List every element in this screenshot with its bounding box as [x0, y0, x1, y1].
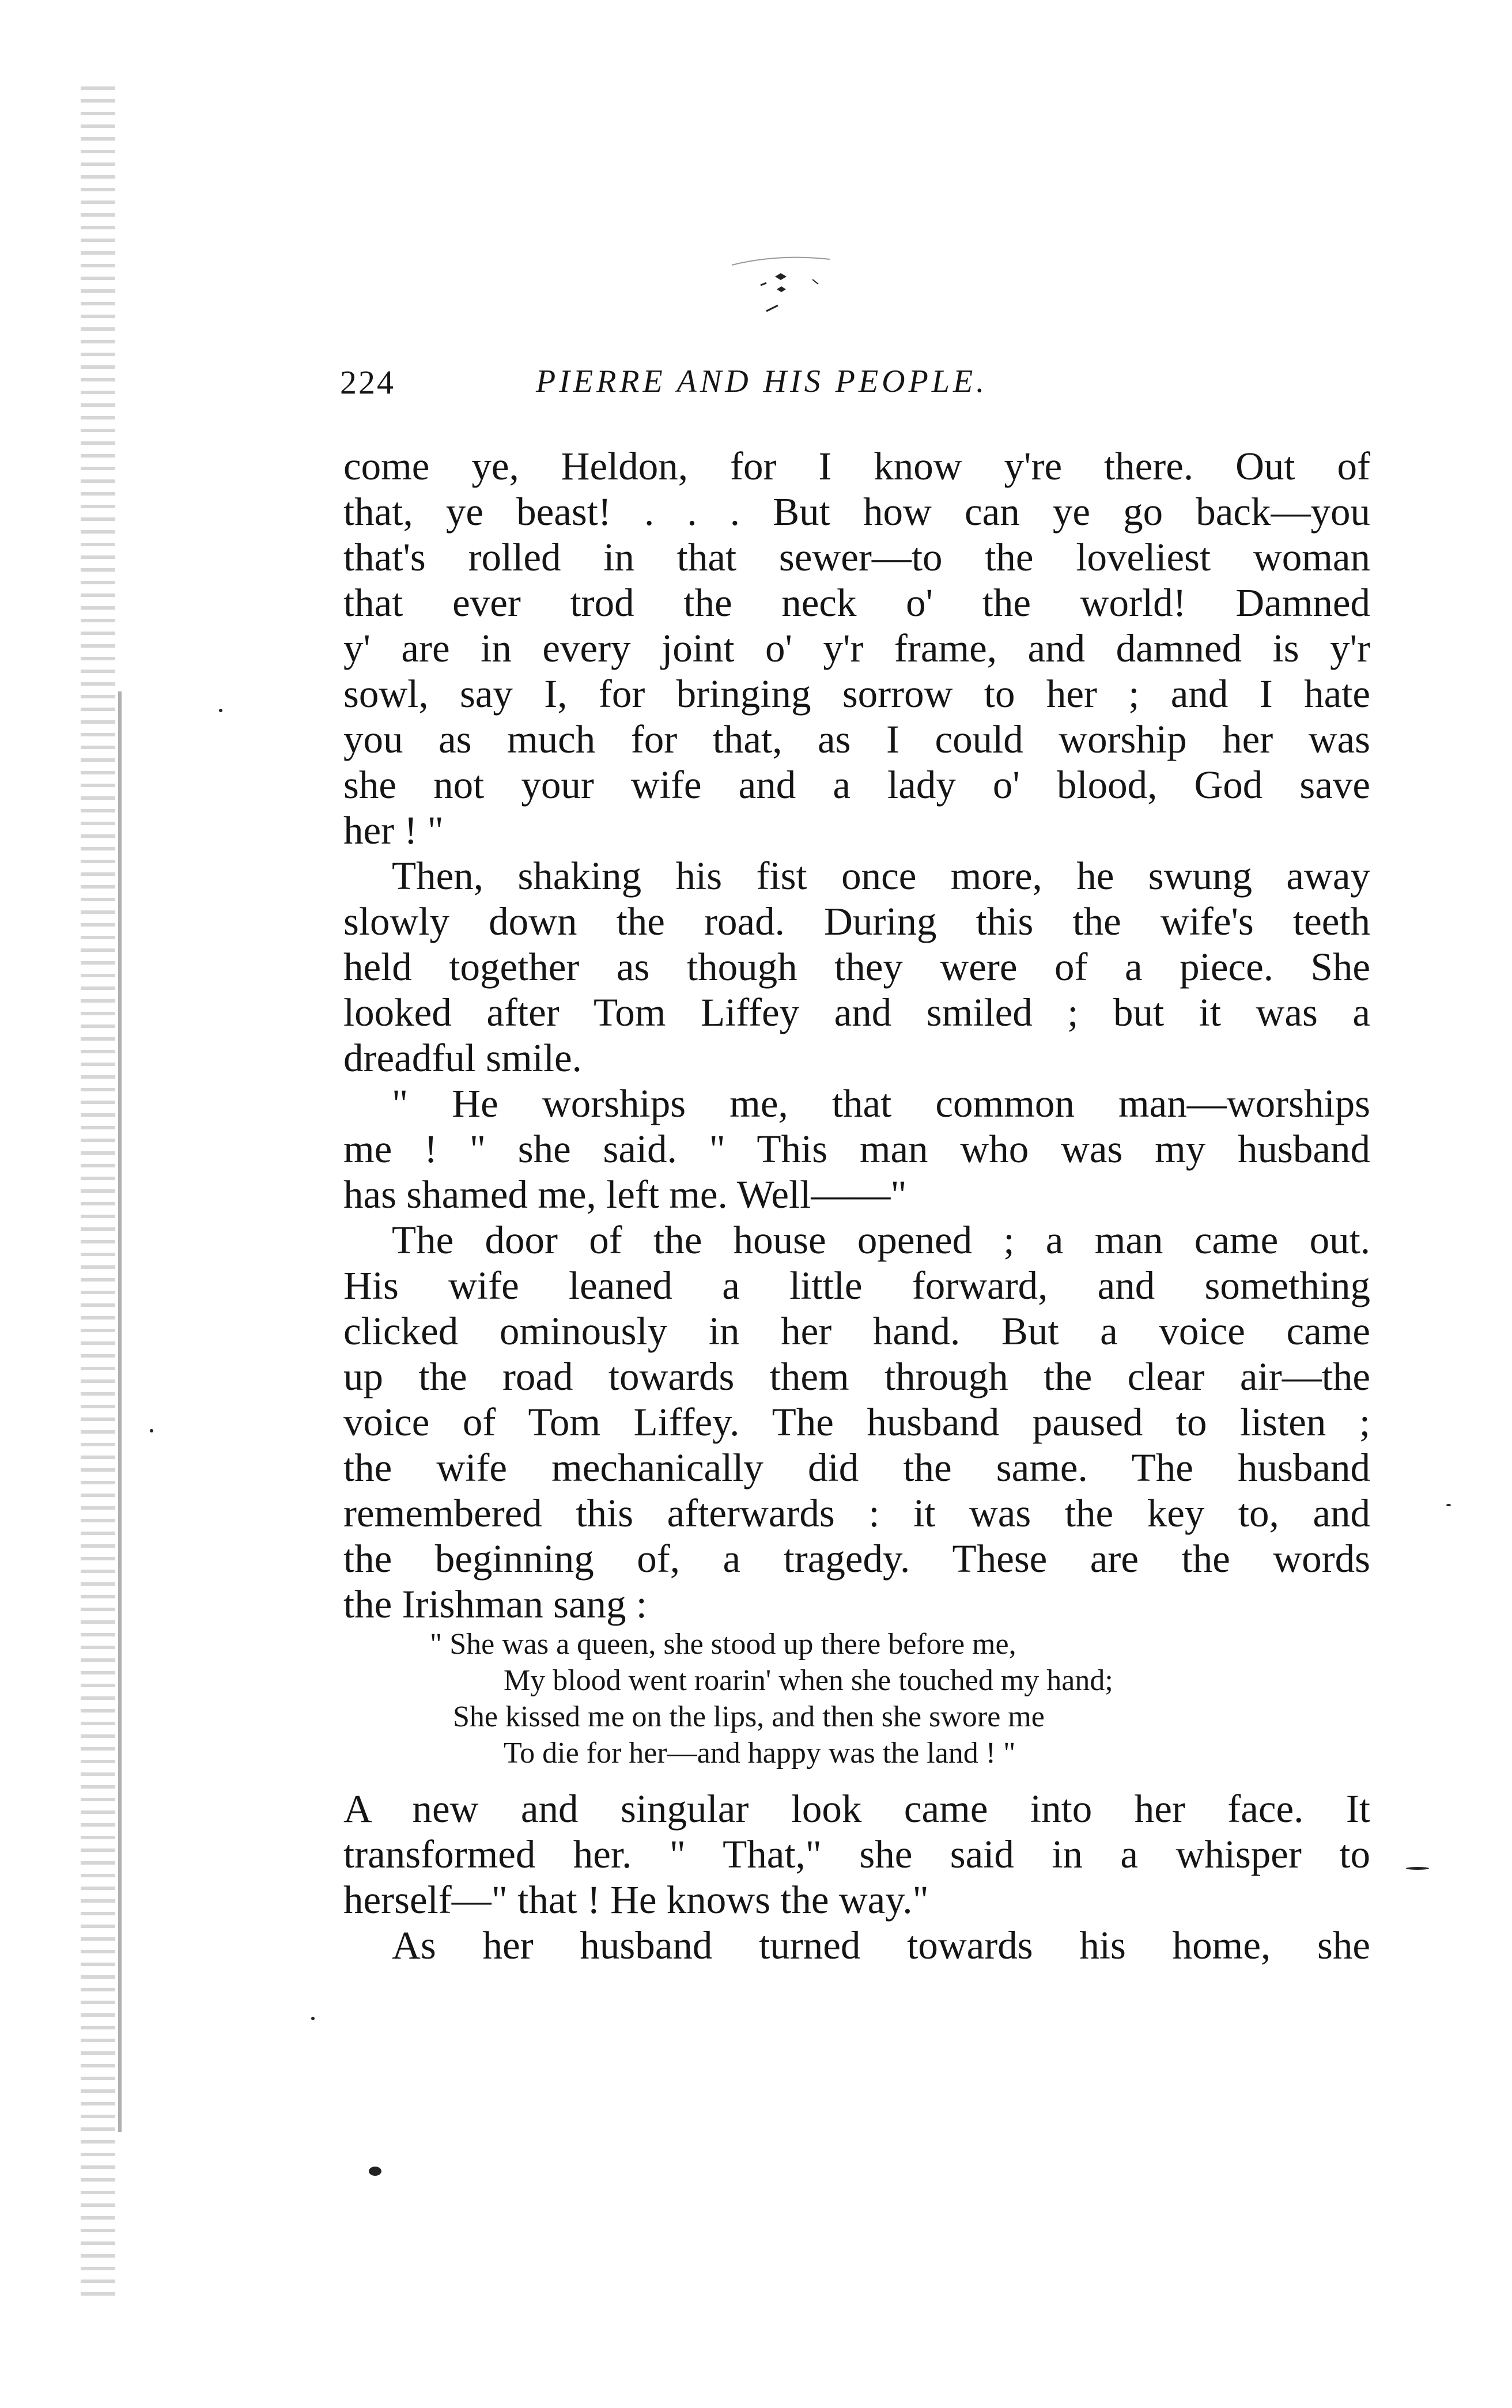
page-header — [340, 363, 1366, 409]
text-line: up the road towards them through the clear air—the — [343, 1355, 1370, 1398]
text-line: held together as though they were of a piece. She — [343, 945, 1370, 989]
text-line: the beginning of, a tragedy. These are the words — [343, 1537, 1370, 1581]
scan-gutter-shadow — [81, 86, 115, 2305]
text-line: remembered this afterwards : it was the key to, and — [343, 1491, 1370, 1535]
text-line: The door of the house opened ; a man came out. — [392, 1218, 1370, 1262]
text-line: slowly down the road. During this the wife's teeth — [343, 899, 1370, 943]
text-line: His wife leaned a little forward, and something — [343, 1264, 1370, 1307]
text-line: dreadful smile. — [343, 1036, 582, 1080]
paragraph-4 — [343, 1218, 1370, 1627]
text-line: the Irishman sang : — [343, 1582, 647, 1626]
printer-ornament-icon — [720, 242, 836, 323]
text-line: has shamed me, left me. Well——" — [343, 1173, 907, 1216]
text-line: that ever trod the neck o' the world! Damned — [343, 581, 1370, 625]
scan-gutter-edge — [118, 691, 122, 2132]
text-line: that, ye beast! . . . But how can ye go back—you — [343, 490, 1370, 534]
text-line: looked after Tom Liffey and smiled ; but it was a — [343, 991, 1370, 1034]
verse-line: To die for her—and happy was the land ! " — [504, 1737, 1016, 1770]
text-line: that's rolled in that sewer—to the loveliest woman — [343, 535, 1370, 579]
text-line: voice of Tom Liffey. The husband paused to listen ; — [343, 1400, 1370, 1444]
running-title: PIERRE AND HIS PEOPLE. — [536, 364, 988, 399]
scan-speck — [1446, 1504, 1451, 1506]
text-line: sowl, say I, for bringing sorrow to her ; and I hate — [343, 672, 1370, 716]
text-line: transformed her. " That," she said in a whisper to — [343, 1832, 1370, 1876]
text-line: " He worships me, that common man—worships — [392, 1082, 1370, 1125]
text-line: herself—" that ! He knows the way." — [343, 1878, 929, 1922]
verse-line: She kissed me on the lips, and then she swore me — [453, 1700, 1045, 1733]
text-line: you as much for that, as I could worship her was — [343, 717, 1370, 761]
paragraph-2 — [343, 853, 1370, 1081]
text-line: y' are in every joint o' y'r frame, and damned is y'r — [343, 626, 1370, 670]
text-line: she not your wife and a lady o' blood, God save — [343, 763, 1370, 807]
paragraph-5 — [343, 1786, 1370, 1923]
body-text-continued — [343, 1786, 1370, 1968]
text-line: me ! " she said. " This man who was my husband — [343, 1127, 1370, 1171]
paragraph-6 — [343, 1923, 1370, 1968]
text-line: A new and singular look came into her face. It — [343, 1787, 1370, 1831]
page-number: 224 — [340, 364, 395, 401]
paragraph-3 — [343, 1081, 1370, 1218]
text-line: her ! " — [343, 808, 444, 852]
text-line: the wife mechanically did the same. The husband — [343, 1446, 1370, 1490]
text-line: clicked ominously in her hand. But a voice came — [343, 1309, 1370, 1353]
scan-speck — [150, 1429, 153, 1432]
scan-speck — [219, 709, 222, 712]
verse-line: My blood went roarin' when she touched my hand; — [504, 1664, 1113, 1697]
text-line: As her husband turned towards his home, she — [392, 1923, 1370, 1967]
verse-line: " She was a queen, she stood up there before me, — [430, 1628, 1016, 1661]
scan-speck — [1406, 1867, 1429, 1870]
verse-stanza — [343, 1626, 1370, 1771]
text-line: Then, shaking his fist once more, he swung away — [392, 854, 1370, 898]
scan-speck — [369, 2167, 381, 2176]
body-text — [343, 444, 1370, 1627]
scan-speck — [311, 2017, 315, 2020]
paragraph-1 — [343, 444, 1370, 853]
text-line: come ye, Heldon, for I know y're there. Out of — [343, 444, 1370, 488]
